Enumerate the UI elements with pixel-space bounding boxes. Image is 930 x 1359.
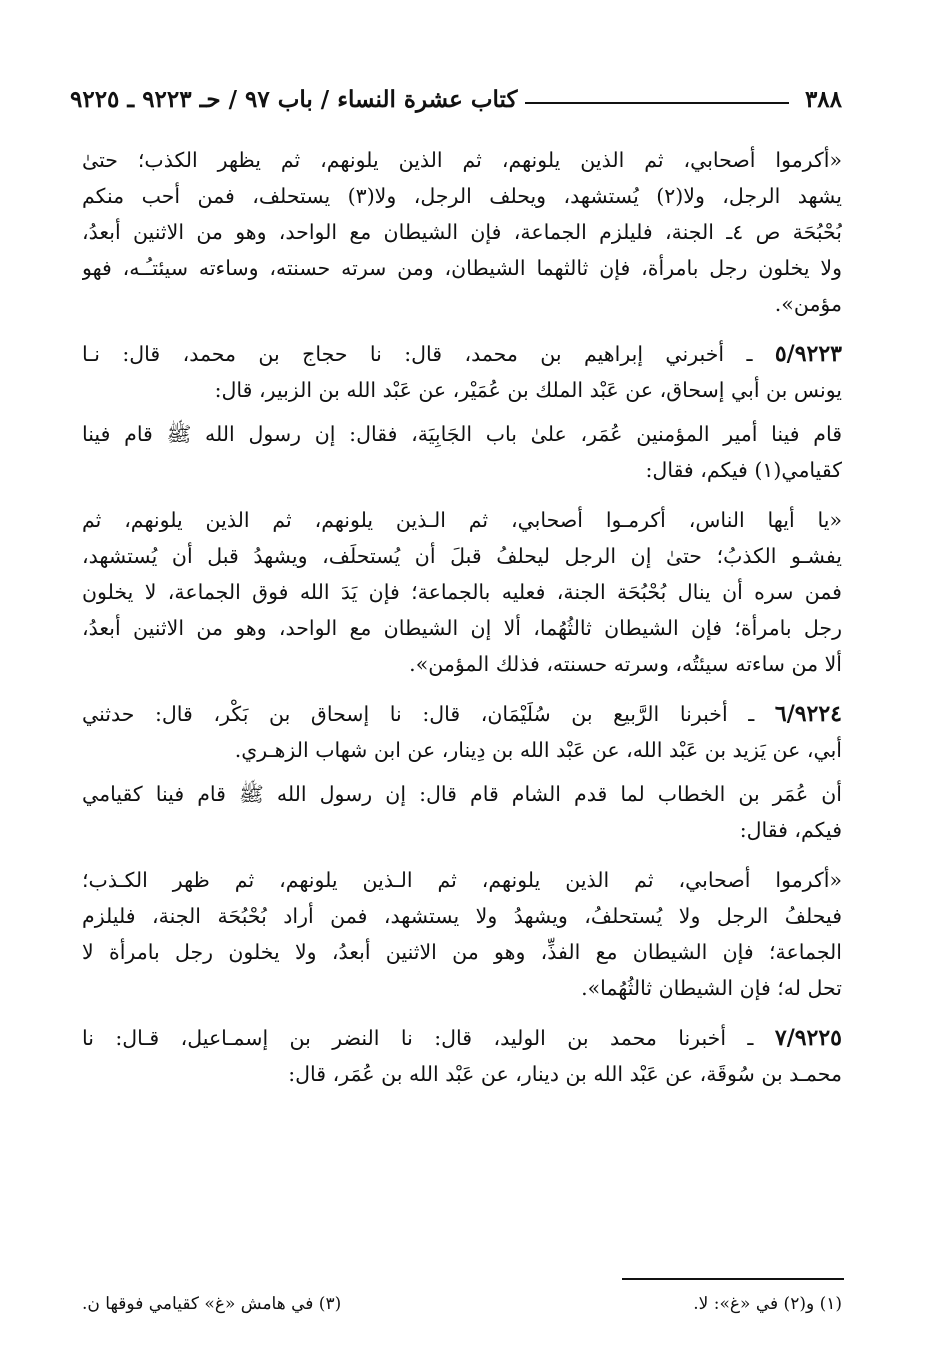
text-line: يشهد الرجل، ولا(٢) يُستشهد، ويحلف الرجل، ولا(٣) يستحلف، فمن أحب منكم [82,184,842,208]
narration-intro [82,416,842,488]
narration-intro [82,776,842,848]
page-header [70,82,842,116]
text-line: فيكم، فقال: [739,818,842,842]
running-title: كتاب عشرة النساء / باب ٩٧ / حـ ٩٢٢٣ ـ ٩٢٢٥ [70,85,518,113]
text-line: ولا يخلون رجل بامرأة، فإن ثالثهما الشيطان، ومن سرته حسنته، وساءته سيئتـُـه، فهو [82,256,842,280]
footnotes [82,1290,842,1322]
hadith-number: ٧/٩٢٢٥ [774,1025,842,1051]
text-line: رجل بامرأة؛ فإن الشيطان ثالثُهُما، ألا إن الشيطان مع الواحد، وهو من الاثنين أبعدُ، [82,616,842,640]
text-line: ألا من ساءته سيئتُه، وسرته حسنته، فذلك المؤمن». [409,652,842,676]
text-line: يفشـو الكذبُ؛ حتىٰ إن الرجل ليحلفُ قبلَ أن يُستحلَف، ويشهدُ قبل أن يُستشهد، [82,544,842,568]
text-line: فيحلفُ الرجل ولا يُستحلفُ، ويشهدُ ولا يستشهد، فمن أراد بُحْبُحَة الجنة، فليلزم [82,904,842,928]
text-line: «أكرموا أصحابي، ثم الذين يلونهم، ثم الـذين يلونهم، ثم ظهر الكـذب؛ [82,868,842,892]
isnad-text: ـ أخبرني إبراهيم بن محمد، قال: نا حجاج بن محمد، قال: نـا [82,342,753,366]
text-line: محمـد بن سُوقَة، عن عَبْد الله بن دينار، عن عَبْد الله بن عُمَر، قال: [288,1062,842,1086]
text-line: «يا أيها الناس، أكرمـوا أصحابي، ثم الـذين يلونهم، ثم الذين يلونهم، ثم [82,508,842,532]
text-line: قام فينا أمير المؤمنين عُمَر، علىٰ باب الجَابِيَة، فقال: إن رسول الله ﷺ قام فينا [82,422,842,446]
hadith-text [82,142,842,322]
text-line: بُحْبُحَة ص ٤ـ الجنة، فليلزم الجماعة، فإن الشيطان مع الواحد، وهو من الاثنين أبعدُ، [82,220,842,244]
header-rule [525,102,789,104]
text-line [82,336,842,372]
text-line: الجماعة؛ فإن الشيطان مع الفذِّ، وهو من الاثنين أبعدُ، ولا يخلون رجل بامرأة لا [82,940,842,964]
hadith-text [82,862,842,1006]
hadith-number: ٦/٩٢٢٤ [774,701,842,727]
text-line: أن عُمَر بن الخطاب لما قدم الشام قام قال: إن رسول الله ﷺ قام فينا كقيامي [82,782,842,806]
text-line: مؤمن». [774,292,842,316]
hadith-isnad [82,696,842,768]
page-number: ٣٨٨ [804,85,842,113]
footnote-1-2: (١) و(٢) في «غ»: لا. [693,1294,842,1314]
text-line: تحل له؛ فإن الشيطان ثالثُهُما». [581,976,842,1000]
footnote-3: (٣) في هامش «غ» كقيامي فوقها ن. [82,1294,342,1314]
hadith-text [82,502,842,682]
isnad-text: ـ أخبرنا الرَّبيع بن سُلَيْمَان، قال: نا إسحاق بن بَكْر، قال: حدثني [82,702,755,726]
hadith-number: ٥/٩٢٢٣ [774,341,842,367]
text-line [82,696,842,732]
text-line [82,1020,842,1056]
text-line: فمن سره أن ينال بُحْبُحَة الجنة، فعليه بالجماعة؛ فإن يَدَ الله فوق الجماعة، لا يخلون [82,580,842,604]
hadith-isnad [82,1020,842,1092]
text-line: يونس بن أبي إسحاق، عن عَبْد الملك بن عُمَيْر، عن عَبْد الله بن الزبير، قال: [214,378,842,402]
isnad-text: ـ أخبرنا محمد بن الوليد، قال: نا النضر بن إسمـاعيل، قـال: نا [82,1026,754,1050]
main-text [82,142,842,1092]
text-line: أبي، عن يَزيد بن عَبْد الله، عن عَبْد الله بن دِينار، عن ابن شهاب الزهـري. [234,738,842,762]
text-line: كقيامي(١) فيكم، فقال: [645,458,842,482]
text-line: «أكرموا أصحابي، ثم الذين يلونهم، ثم الذين يلونهم، ثم يظهر الكذب؛ حتىٰ [82,148,842,172]
footnote-separator [622,1278,844,1280]
hadith-isnad [82,336,842,408]
